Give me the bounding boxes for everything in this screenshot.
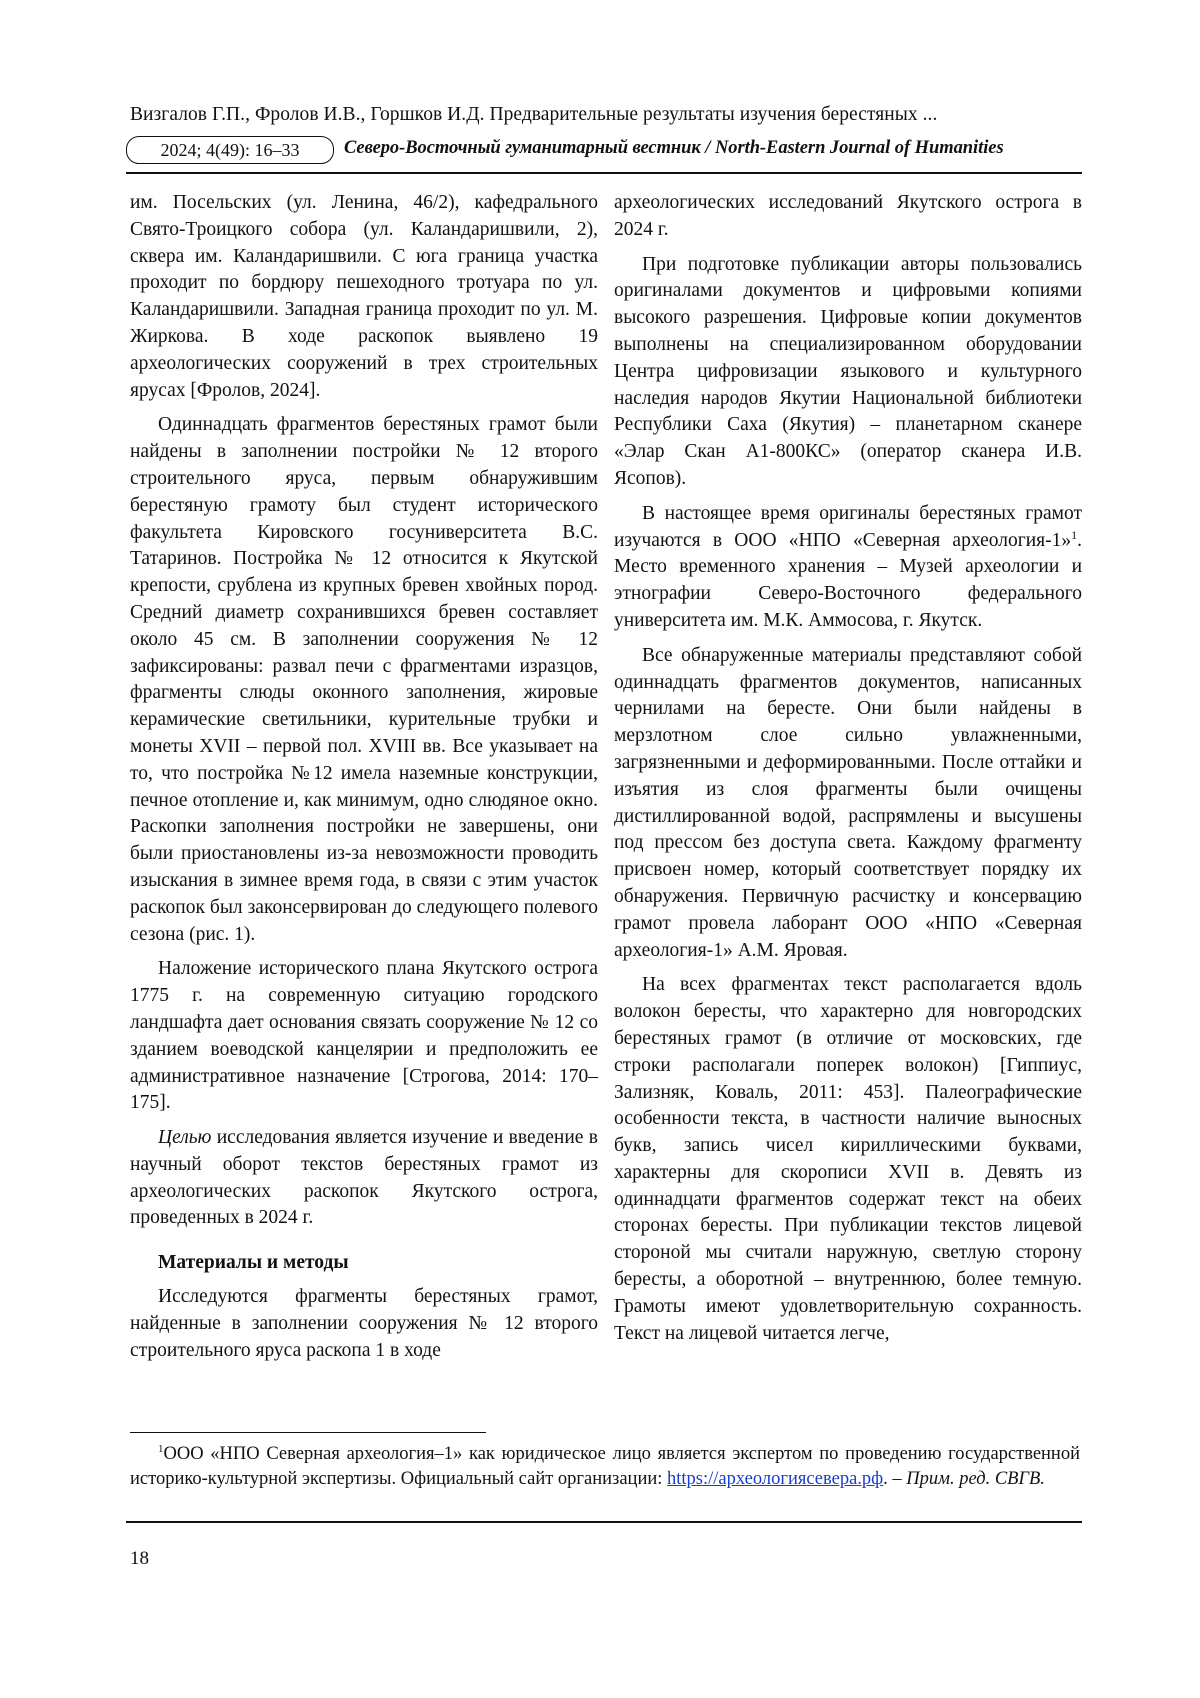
editor-note: Прим. ред. СВГВ. — [906, 1469, 1045, 1489]
paragraph: им. Посельских (ул. Ленина, 46/2), кафедрального Свято-Троицкого собора (ул. Каландаришвили, 2), сквера им. Каландаришвили. С юга граница участка проходит по бордюру пешеходного тротуара по ул. Каландаришвили. Западная граница проходит по ул. М. Жиркова. В ходе раскопок выявлено 19 археологических сооружений в трех строительных ярусах [Фролов, 2024]. — [130, 192, 598, 401]
journal-name: Северо-Восточный гуманитарный вестник / North-Eastern Journal of Humanities — [344, 138, 1004, 158]
footnote-divider — [130, 1432, 486, 1433]
paragraph: Наложение исторического плана Якутского острога 1775 г. на современную ситуацию городского ландшафта дает основания связать сооружение № 12 со зданием воеводской канцелярии и предположить ее административное назначение [Строгова, 2014: 170–175]. — [130, 958, 598, 1114]
footnote — [130, 1442, 1080, 1492]
paragraph: Исследуются фрагменты берестяных грамот, найденные в заполнении сооружения № 12 второго строительного яруса раскопа 1 в ходе — [130, 1286, 598, 1361]
page-number: 18 — [130, 1548, 149, 1569]
italic-term: Целью — [158, 1127, 212, 1149]
paragraph-text: исследования является изучение и введение в научный оборот текстов берестяных грамот из археологических раскопок Якутского острога, проведенных в 2024 г. — [130, 1127, 598, 1229]
paragraph: археологических исследований Якутского острога в 2024 г. — [614, 192, 1082, 240]
footer-divider — [126, 1521, 1082, 1523]
paragraph — [130, 1125, 598, 1232]
issue-badge: 2024; 4(49): 16–33 — [126, 136, 334, 164]
paragraph: Одиннадцать фрагментов берестяных грамот были найдены в заполнении постройки № 12 второго строительного яруса, первым обнаружившим берестяную грамоту был студент исторического факультета Кировского госуниверситета В.С. Татаринов. Постройка № 12 относится к Якутской крепости, срублена из крупных бревен хвойных пород. Средний диаметр сохранившихся бревен составляет около 45 см. В заполнении сооружения № 12 зафиксированы: развал печи с фрагментами изразцов, фрагменты слюды оконного заполнения, жировые керамические светильники, курительные трубки и монеты XVII – первой пол. XVIII вв. Все указывает на то, что постройка №12 имела наземные конструкции, печное отопление и, как минимум, одно слюдяное окно. Раскопки заполнения постройки не завершены, они были приостановлены из-за невозможности проводить изыскания в зимнее время года, в связи с этим участок раскопок был законсервирован до следующего полевого сезона (рис. 1). — [130, 414, 598, 945]
running-title: Визгалов Г.П., Фролов И.В., Горшков И.Д. Предварительные результаты изучения берестяных ... — [130, 104, 938, 125]
organization-link[interactable]: https://археологиясевера.рф — [667, 1469, 884, 1489]
paragraph: При подготовке публикации авторы пользовались оригиналами документов и цифровыми копиями высокого разрешения. Цифровые копии документов выполнены на специализированном оборудовании Центра цифровизации языкового и культурного наследия народов Якутии Национальной библиотеки Республики Саха (Якутия) – планетарном сканере «Элар Скан А1-800КС» (оператор сканера И.В. Ясопов). — [614, 253, 1082, 489]
paragraph: На всех фрагментах текст располагается вдоль волокон бересты, что характерно для новгородских берестяных грамот (в отличие от московских, где строки располагали поперек волокон) [Гиппиус, Зализняк, Коваль, 2011: 453]. Палеографические особенности текста, в частности наличие выносных букв, запись чисел кириллическими буквами, характерны для скорописи XVII в. Девять из одиннадцати фрагментов содержат текст на обеих сторонах бересты. При публикации текстов лицевой стороной мы считали наружную, светлую сторону бересты, а оборотной – внутреннюю, более темную. Грамоты имеют удовлетворительную сохранность. Текст на лицевой читается легче, — [614, 974, 1082, 1344]
paragraph: Все обнаруженные материалы представляют собой одиннадцать фрагментов документов, написанных чернилами на бересте. Они были найдены в мерзлотном слое сильно увлажненными, загрязненными и деформированными. После оттайки и изъятия из слоя фрагменты были очищены дистиллированной водой, распрямлены и высушены под прессом без доступа света. Каждому фрагменту присвоен номер, который соответствует порядку их обнаружения. Первичную расчистку и консервацию грамот провела лаборант ООО «НПО «Северная археология-1» А.М. Яровая. — [614, 644, 1082, 961]
right-column — [614, 190, 1082, 1355]
footnote-ref[interactable]: 1 — [1071, 527, 1078, 542]
paragraph-text: . Место временного хранения – Музей археологии и этнографии Северо-Восточного федерального университета им. М.К. Аммосова, г. Якутск. — [614, 529, 1082, 631]
footnote-text: . – — [883, 1469, 907, 1489]
issue-line — [126, 136, 1082, 168]
header-divider — [126, 172, 1082, 174]
left-column — [130, 190, 598, 1373]
section-heading: Материалы и методы — [158, 1252, 349, 1274]
paragraph — [614, 501, 1082, 635]
footnote-marker: 1 — [158, 1443, 164, 1455]
footnote-text: ООО «НПО Северная археология–1» как юридическое лицо является экспертом по проведению государственной историко-культурной экспертизы. Официальный сайт организации: — [130, 1444, 1080, 1489]
paragraph-text: В настоящее время оригиналы берестяных грамот изучаются в ООО «НПО «Северная археология-1» — [614, 502, 1082, 551]
